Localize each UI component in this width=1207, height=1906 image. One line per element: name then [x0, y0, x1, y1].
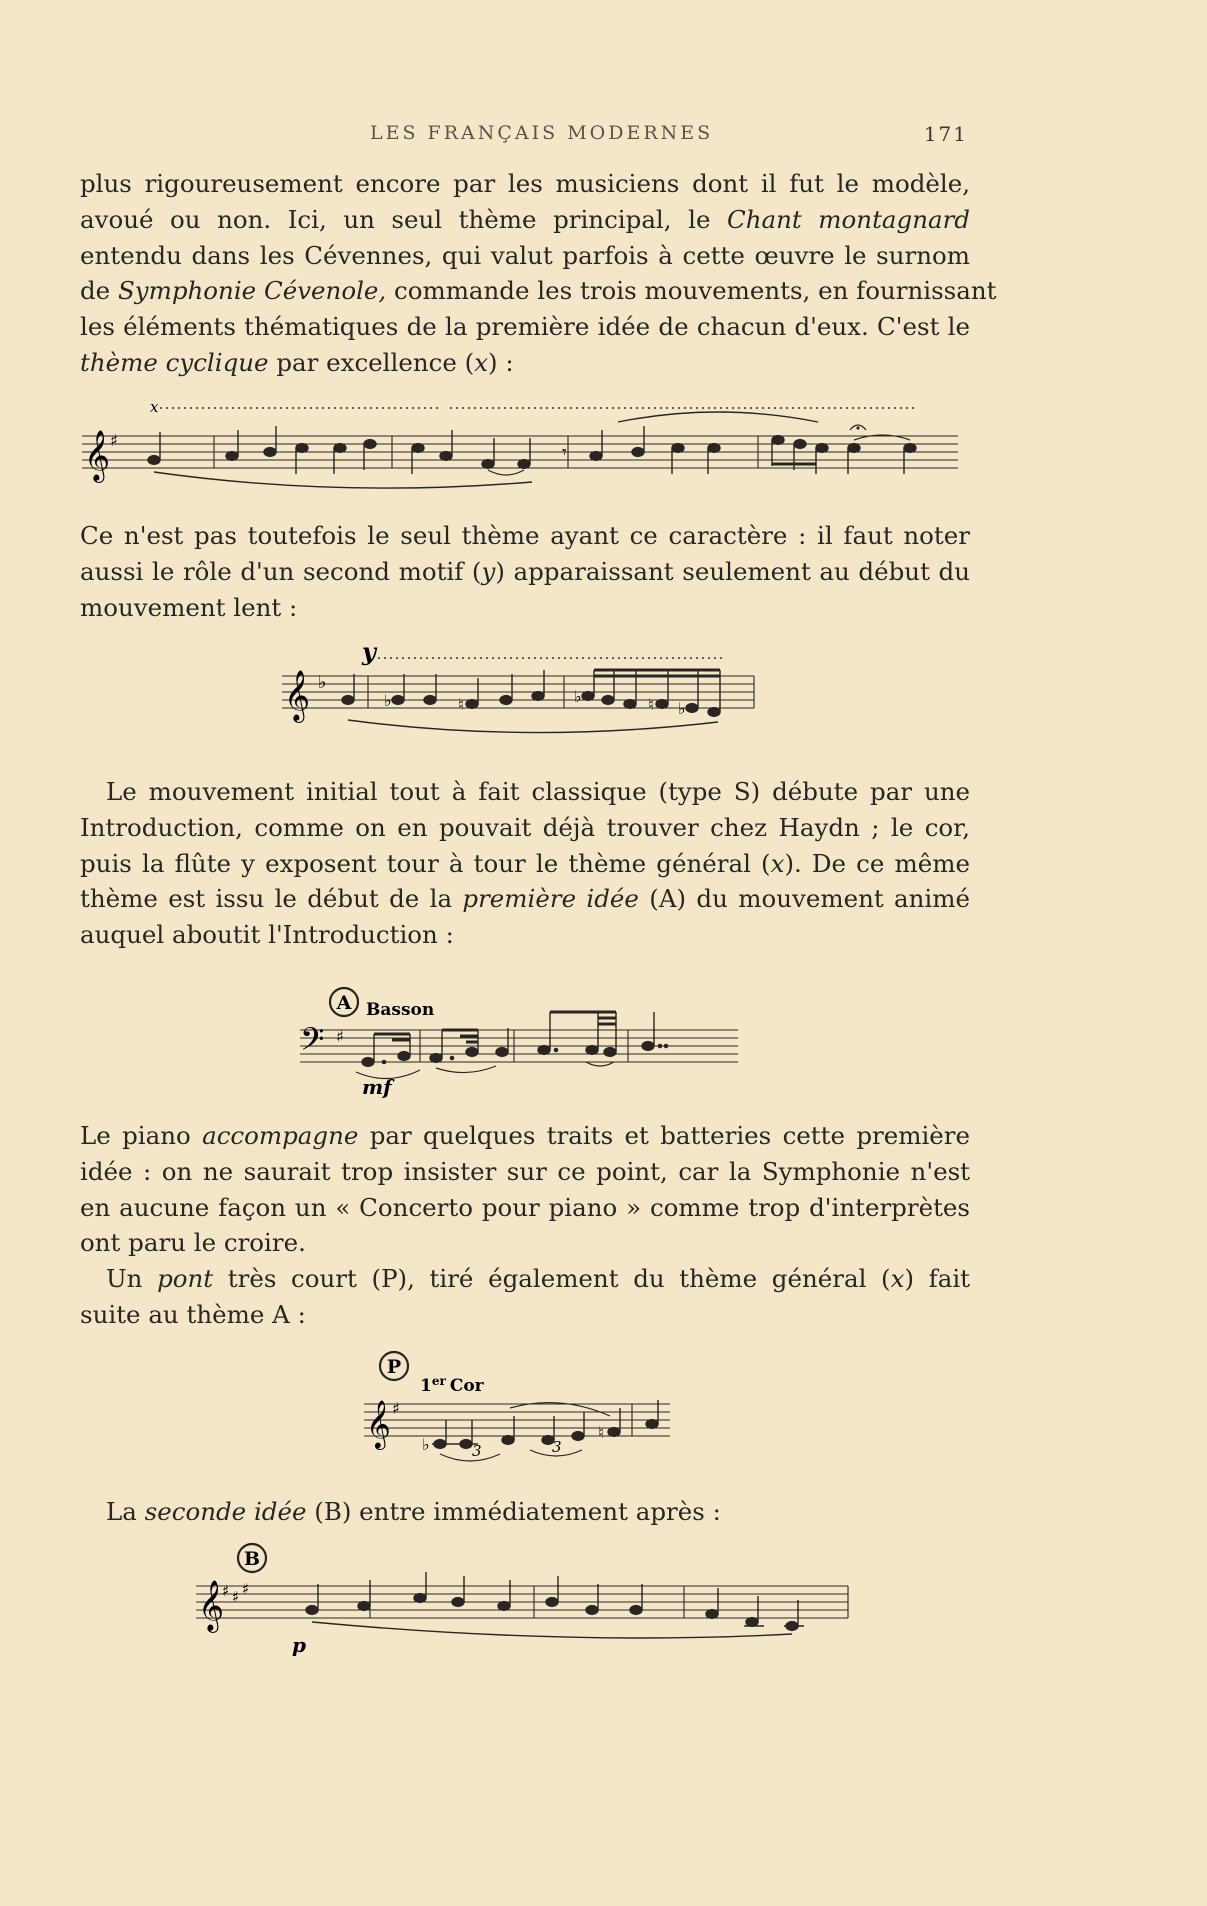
text-line: Un pont très court (P), tiré également du thème général (x) fait: [106, 1264, 971, 1293]
paragraph-piano-accompaniment: [80, 1118, 970, 1261]
treble-clef-icon: 𝄞: [198, 1580, 225, 1631]
italic-title: Chant montagnard: [727, 204, 970, 234]
text-line: entendu dans les Cévennes, qui valut parfois à cette œuvre le surnom: [80, 240, 970, 270]
svg-text:A: A: [336, 992, 352, 1014]
dynamic-mark: p: [292, 1633, 306, 1657]
paragraph-second-motif: [80, 518, 970, 625]
svg-text:♭: ♭: [422, 1435, 430, 1454]
text-line: de Symphonie Cévenole, commande les trois mouvements, en fournissant: [80, 276, 997, 306]
svg-text:♯: ♯: [222, 1582, 230, 1600]
text-line: en aucune façon un « Concerto pour piano » comme trop d'interprètes: [80, 1192, 970, 1222]
text-line: les éléments thématiques de la première idée de chacun d'eux. C'est le: [80, 312, 970, 342]
theme-label-y: y: [362, 640, 376, 666]
page-number: 171: [923, 122, 968, 146]
text-line: Ce n'est pas toutefois le seul thème ayant ce caractère : il faut noter: [80, 521, 970, 550]
text-line: thème est issu le début de la première idée (A) du mouvement animé: [80, 884, 970, 914]
text-line: aussi le rôle d'un second motif (y) apparaissant seulement au début du: [80, 556, 970, 586]
text-line: Le piano accompagne par quelques traits et batteries cette première: [80, 1121, 970, 1150]
treble-clef-icon: 𝄞: [366, 1399, 391, 1448]
triplet-mark: 3: [552, 1438, 562, 1456]
dynamic-mark: mf: [362, 1075, 392, 1099]
paragraph-first-movement: [80, 774, 970, 953]
svg-text:P: P: [386, 1356, 402, 1378]
text-line: ont paru le croire.: [80, 1228, 306, 1258]
svg-text:♯: ♯: [336, 1027, 344, 1046]
svg-text:B: B: [243, 1548, 261, 1570]
music-example-first-idea: [296, 982, 740, 1102]
paragraph-second-idea: [80, 1494, 970, 1530]
bass-clef-icon: 𝄢: [300, 1021, 325, 1065]
text-line: puis la flûte y exposent tour à tour le thème général (x). De ce même: [80, 848, 970, 878]
paragraph-cyclic-theme: [80, 166, 997, 381]
svg-text:♯: ♯: [242, 1580, 250, 1598]
music-example-second-idea: [192, 1540, 852, 1660]
svg-text:♯: ♯: [392, 1399, 400, 1418]
text-line: La seconde idée (B) entre immédiatement après :: [106, 1497, 721, 1526]
svg-text:♭: ♭: [678, 699, 686, 718]
svg-text:♭: ♭: [384, 691, 392, 710]
svg-text:♭: ♭: [318, 672, 327, 693]
music-example-motif-y: [278, 640, 758, 750]
text-line: thème cyclique par excellence (x) :: [80, 347, 514, 377]
italic-title: Symphonie Cévenole,: [117, 276, 387, 306]
theme-label-x: x: [150, 398, 159, 416]
page-header: [80, 122, 980, 152]
instrument-label: 1er Cor: [420, 1374, 484, 1396]
triplet-mark: 3: [472, 1442, 482, 1460]
running-title: LES FRANÇAIS MODERNES: [370, 122, 714, 144]
text-line: mouvement lent :: [80, 592, 298, 622]
svg-text:♯: ♯: [232, 1588, 240, 1606]
treble-clef-icon: 𝄞: [284, 670, 311, 721]
svg-text:♯: ♯: [110, 431, 118, 450]
music-example-theme-x: [78, 398, 960, 502]
treble-clef-icon: 𝄞: [84, 430, 111, 481]
text-line: idée : on ne saurait trop insister sur ce point, car la Symphonie n'est: [80, 1156, 970, 1186]
paragraph-bridge: [80, 1261, 970, 1333]
text-line: avoué ou non. Ici, un seul thème principal, le Chant montagnard: [80, 204, 970, 234]
text-line: Le mouvement initial tout à fait classique (type S) débute par une: [106, 777, 970, 806]
music-example-bridge: [360, 1346, 674, 1476]
svg-text:♮: ♮: [598, 1423, 604, 1442]
instrument-label: Basson: [366, 1000, 435, 1020]
text-line: plus rigoureusement encore par les musiciens dont il fut le modèle,: [80, 169, 970, 198]
svg-text:♮: ♮: [648, 695, 654, 714]
svg-text:♮: ♮: [458, 695, 464, 714]
text-line: Introduction, comme on en pouvait déjà trouver chez Haydn ; le cor,: [80, 812, 970, 842]
text-line: auquel aboutit l'Introduction :: [80, 920, 454, 950]
text-line: suite au thème A :: [80, 1299, 306, 1329]
svg-text:𝄾: 𝄾: [562, 442, 567, 463]
svg-text:♭: ♭: [574, 687, 582, 706]
